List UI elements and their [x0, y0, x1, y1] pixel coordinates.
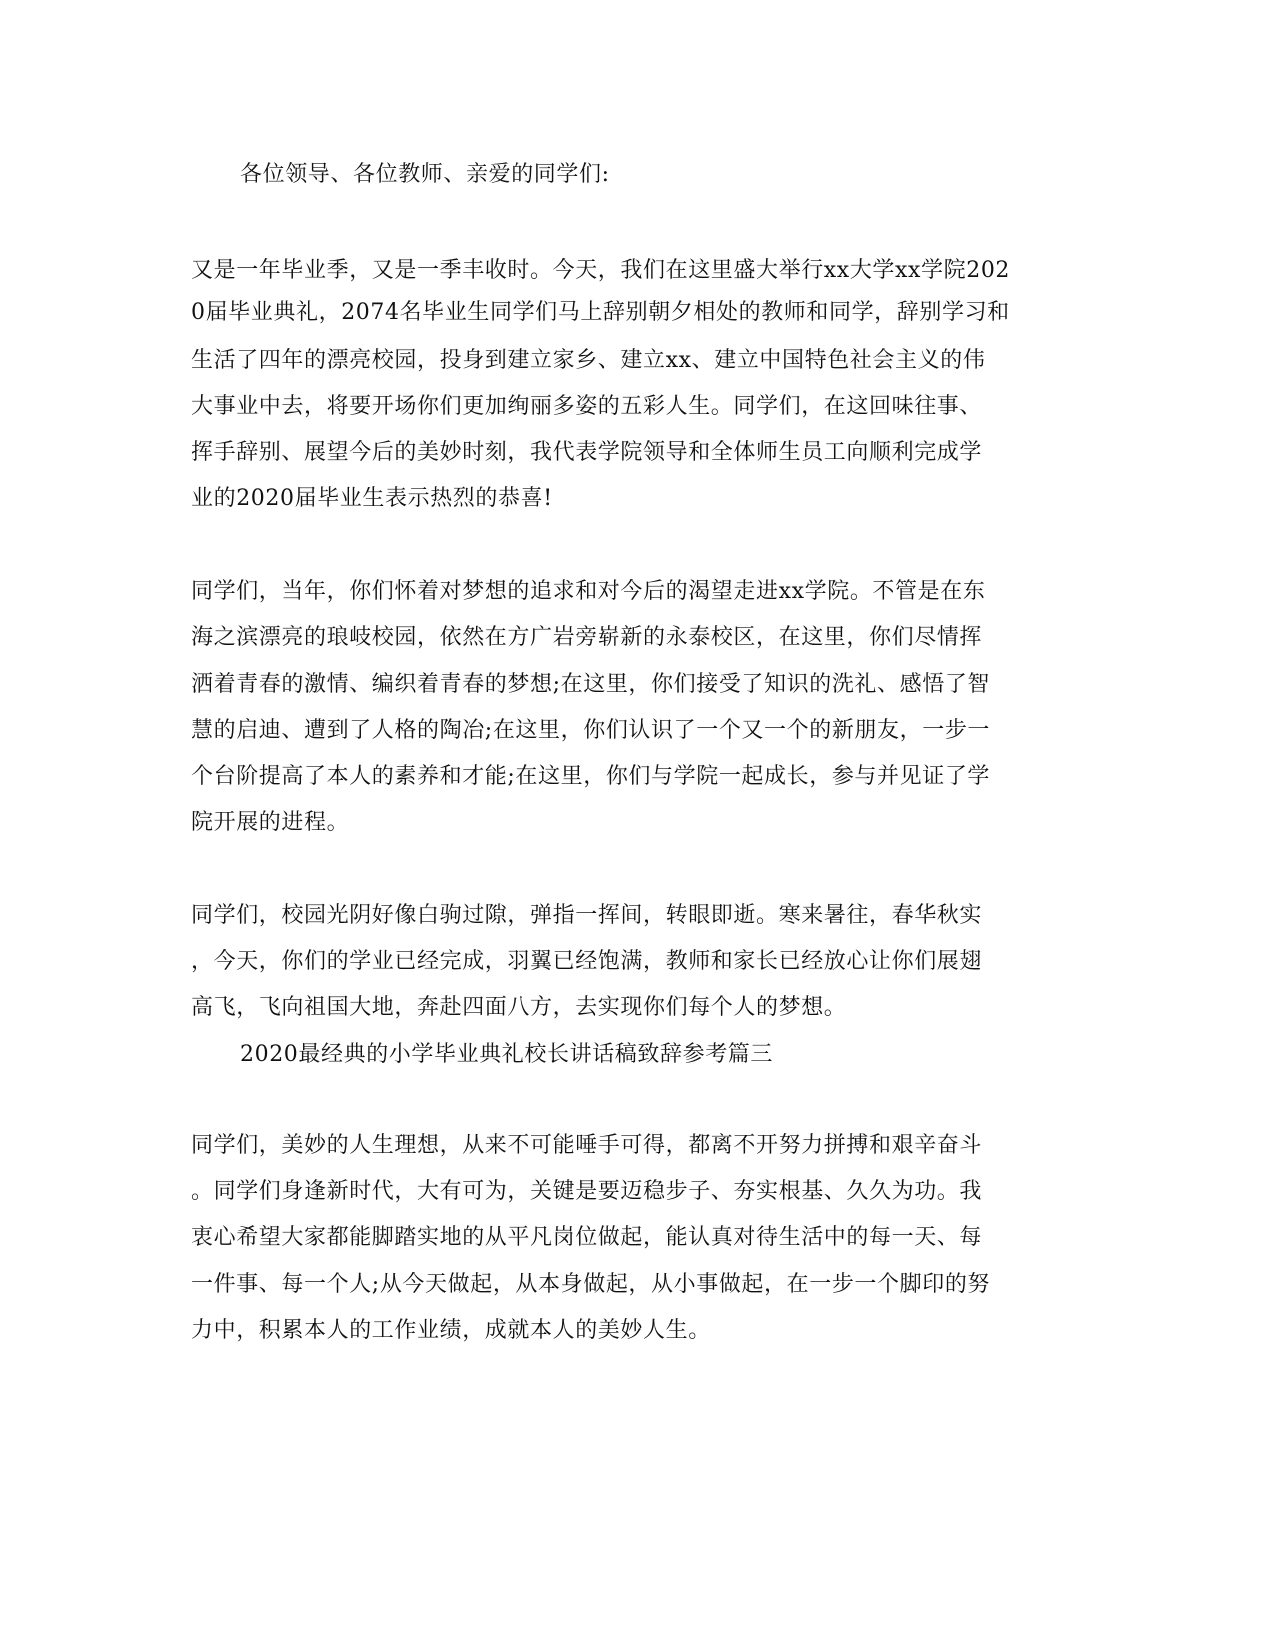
paragraph-line: 业的2020届毕业生表示热烈的恭喜! — [191, 486, 553, 511]
paragraph-line: 同学们，美妙的人生理想，从来不可能唾手可得，都离不开努力拼搏和艰辛奋斗 — [191, 1133, 983, 1158]
paragraph-line: 个台阶提高了本人的素养和才能;在这里，你们与学院一起成长，参与并见证了学 — [191, 764, 991, 789]
paragraph-line: 同学们，当年，你们怀着对梦想的追求和对今后的渴望走进xx学院。不管是在东 — [191, 579, 986, 604]
paragraph-line: 。同学们身逢新时代，大有可为，关键是要迈稳步子、夯实根基、久久为功。我 — [191, 1179, 983, 1204]
paragraph-line: ，今天，你们的学业已经完成，羽翼已经饱满，教师和家长已经放心让你们展翅 — [191, 949, 983, 974]
paragraph-line: 又是一年毕业季，又是一季丰收时。今天，我们在这里盛大举行xx大学xx学院202 — [191, 258, 1011, 283]
paragraph-line: 衷心希望大家都能脚踏实地的从平凡岗位做起，能认真对待生活中的每一天、每 — [191, 1225, 983, 1250]
paragraph-line: 0届毕业典礼，2074名毕业生同学们马上辞别朝夕相处的教师和同学，辞别学习和 — [191, 300, 1010, 325]
paragraph-line: 院开展的进程。 — [191, 810, 350, 835]
section-title: 2020最经典的小学毕业典礼校长讲话稿致辞参考篇三 — [240, 1042, 773, 1067]
salutation: 各位领导、各位教师、亲爱的同学们: — [240, 162, 610, 187]
paragraph-line: 一件事、每一个人;从今天做起，从本身做起，从小事做起，在一步一个脚印的努 — [191, 1272, 991, 1297]
paragraph-line: 海之滨漂亮的琅岐校园，依然在方广岩旁崭新的永泰校区，在这里，你们尽情挥 — [191, 625, 983, 650]
paragraph-line: 慧的启迪、遭到了人格的陶冶;在这里，你们认识了一个又一个的新朋友，一步一 — [191, 718, 991, 743]
paragraph-line: 生活了四年的漂亮校园，投身到建立家乡、建立xx、建立中国特色社会主义的伟 — [191, 348, 986, 373]
paragraph-line: 大事业中去，将要开场你们更加绚丽多姿的五彩人生。同学们，在这回味往事、 — [191, 394, 983, 419]
paragraph-line: 挥手辞别、展望今后的美妙时刻，我代表学院领导和全体师生员工向顺利完成学 — [191, 440, 983, 465]
paragraph-line: 力中，积累本人的工作业绩，成就本人的美妙人生。 — [191, 1318, 711, 1343]
paragraph-line: 同学们，校园光阴好像白驹过隙，弹指一挥间，转眼即逝。寒来暑往，春华秋实 — [191, 903, 983, 928]
paragraph-line: 高飞，飞向祖国大地，奔赴四面八方，去实现你们每个人的梦想。 — [191, 995, 847, 1020]
paragraph-line: 洒着青春的激情、编织着青春的梦想;在这里，你们接受了知识的洗礼、感悟了智 — [191, 672, 991, 697]
